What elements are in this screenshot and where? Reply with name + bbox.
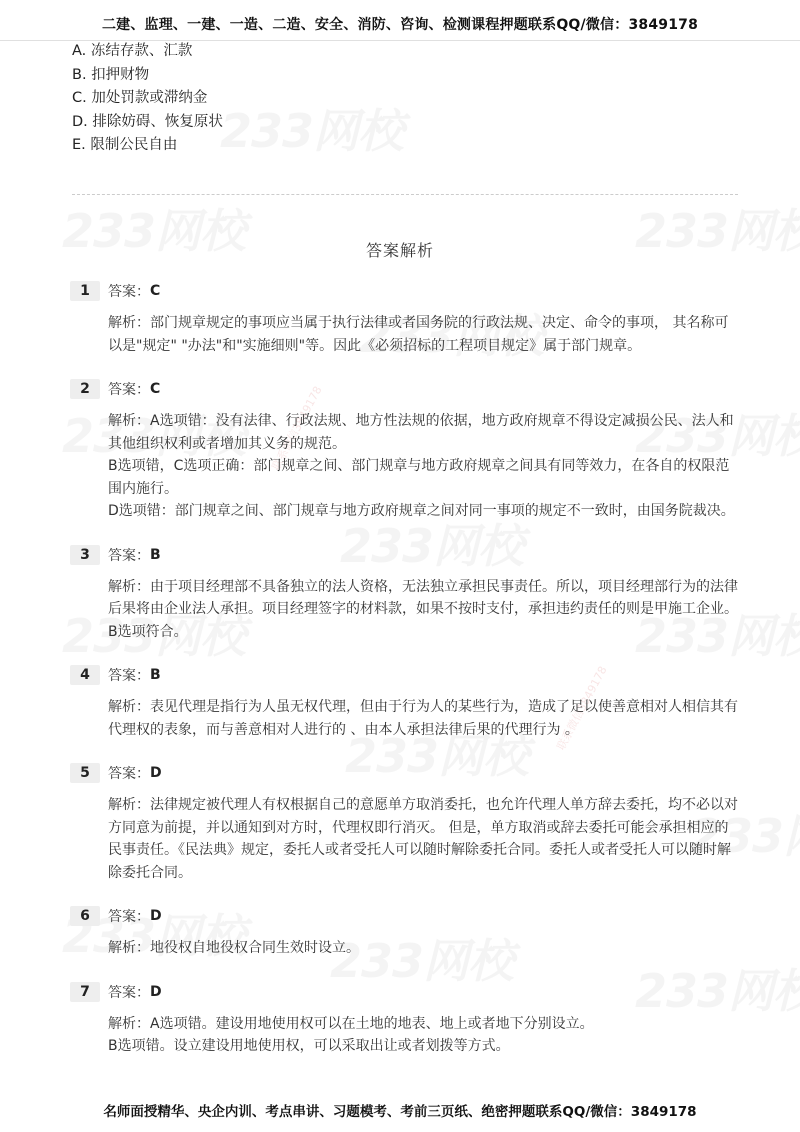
question-number: 1 <box>70 281 100 301</box>
explanation <box>108 696 738 741</box>
watermark-diagonal: 联系微信3849178 <box>554 664 610 753</box>
explanation-line: B选项错。设立建设用地使用权，可以采取出让或者划拨等方式。 <box>108 1038 510 1054</box>
answer-item-6 <box>70 905 738 960</box>
question-number: 3 <box>70 545 100 565</box>
option-a: A. 冻结存款、汇款 <box>72 43 193 59</box>
watermark-diagonal: 联系微信3849178 <box>269 384 325 473</box>
option-c: C. 加处罚款或滞纳金 <box>72 90 208 106</box>
answer-row <box>70 762 738 784</box>
question-options <box>72 40 223 158</box>
answer-item-7 <box>70 981 738 1058</box>
answer-label: 答案： <box>108 547 150 564</box>
answer-label: 答案： <box>108 909 150 925</box>
answer-row <box>70 981 738 1003</box>
explanation-line: 解析：A选项错。建设用地使用权可以在土地的地表、地上或者地下分别设立。 <box>108 1015 594 1032</box>
answer-row <box>70 905 738 927</box>
question-number: 6 <box>70 906 100 926</box>
explanation-line: 解析：部门规章规定的事项应当属于执行法律或者国务院的行政法规、决定、命令的事项， 其名称可以是"规定" "办法"和"实施细则"等。因此《必须招标的工程项目规定》属于部门规章。 <box>108 315 729 354</box>
answer-label: 答案： <box>108 984 150 1001</box>
answer-list <box>70 280 738 1079</box>
answer-item-3 <box>70 544 738 644</box>
explanation-line: 解析：表见代理是指行为人虽无权代理，但由于行为人的某些行为，造成了足以使善意相对人相信其有代理权的表象，而与善意相对人进行的 、由本人承担法律后果的代理行为 。 <box>108 699 738 738</box>
answer-value: D <box>150 765 162 781</box>
explanation <box>108 410 738 523</box>
answer-row <box>70 664 738 686</box>
answer-value: B <box>150 667 161 683</box>
answer-item-1 <box>70 280 738 357</box>
explanation <box>108 576 738 644</box>
watermark-logo <box>220 95 403 161</box>
answer-item-2 <box>70 378 738 523</box>
option-d: D. 排除妨碍、恢复原状 <box>72 113 223 130</box>
page-header: 二建、监理、一建、一造、二造、安全、消防、咨询、检测课程押题联系QQ/微信：3849178 <box>101 17 699 33</box>
question-number: 2 <box>70 379 100 399</box>
answer-row <box>70 378 738 400</box>
explanation-line: 解析：由于项目经理部不具备独立的法人资格，无法独立承担民事责任。所以，项目经理部行为的法律后果将由企业法人承担。项目经理签字的材料款，如果不按时支付，承担违约责任的则是甲施工企业。B选项符合。 <box>108 578 738 640</box>
section-title: 答案解析 <box>365 241 434 260</box>
answer-row <box>70 280 738 302</box>
explanation-line: 解析：A选项错：没有法律、行政法规、地方性法规的依据，地方政府规章不得设定减损公民、法人和其他组织权利或者增加其义务的规范。 <box>108 413 734 452</box>
page-footer: 名师面授精华、央企内训、考点串讲、习题模考、考前三页纸、绝密押题联系QQ/微信：3849178 <box>103 1104 697 1120</box>
explanation-line: B选项错，C选项正确：部门规章之间、部门规章与地方政府规章之间具有同等效力，在各自的权限范围内施行。 <box>108 458 730 497</box>
option-e: E. 限制公民自由 <box>72 137 178 153</box>
explanation <box>108 312 738 357</box>
explanation-line: 解析：法律规定被代理人有权根据自己的意愿单方取消委托，也允许代理人单方辞去委托，均不必以对方同意为前提，并以通知到对方时，代理权即行消灭。 但是，单方取消或辞去委托可能会承担相应的民事责任。《民法典》规定，委托人或者受托人可以随时解除委托合同。委托人或者受托人可以随时解除委托合同。 <box>108 797 738 881</box>
answer-value: B <box>150 546 161 563</box>
section-divider <box>72 194 738 195</box>
explanation <box>108 794 738 884</box>
answer-label: 答案： <box>108 284 150 300</box>
explanation <box>108 937 738 960</box>
answer-label: 答案： <box>108 382 150 398</box>
answer-value: C <box>150 381 161 397</box>
explanation-line: 解析：地役权自地役权合同生效时设立。 <box>108 940 360 956</box>
answer-item-5 <box>70 762 738 884</box>
question-number: 7 <box>70 982 100 1002</box>
question-number: 5 <box>70 763 100 783</box>
answer-value: D <box>150 908 162 924</box>
answer-item-4 <box>70 664 738 741</box>
explanation-line: D选项错：部门规章之间、部门规章与地方政府规章之间对同一事项的规定不一致时，由国务院裁决。 <box>108 503 735 519</box>
explanation <box>108 1013 738 1058</box>
option-b: B. 扣押财物 <box>72 66 150 83</box>
answer-label: 答案： <box>108 766 150 782</box>
answer-value: C <box>150 283 161 299</box>
answer-row <box>70 544 738 566</box>
answer-label: 答案： <box>108 668 150 684</box>
answer-value: D <box>150 983 162 1000</box>
question-number: 4 <box>70 665 100 685</box>
